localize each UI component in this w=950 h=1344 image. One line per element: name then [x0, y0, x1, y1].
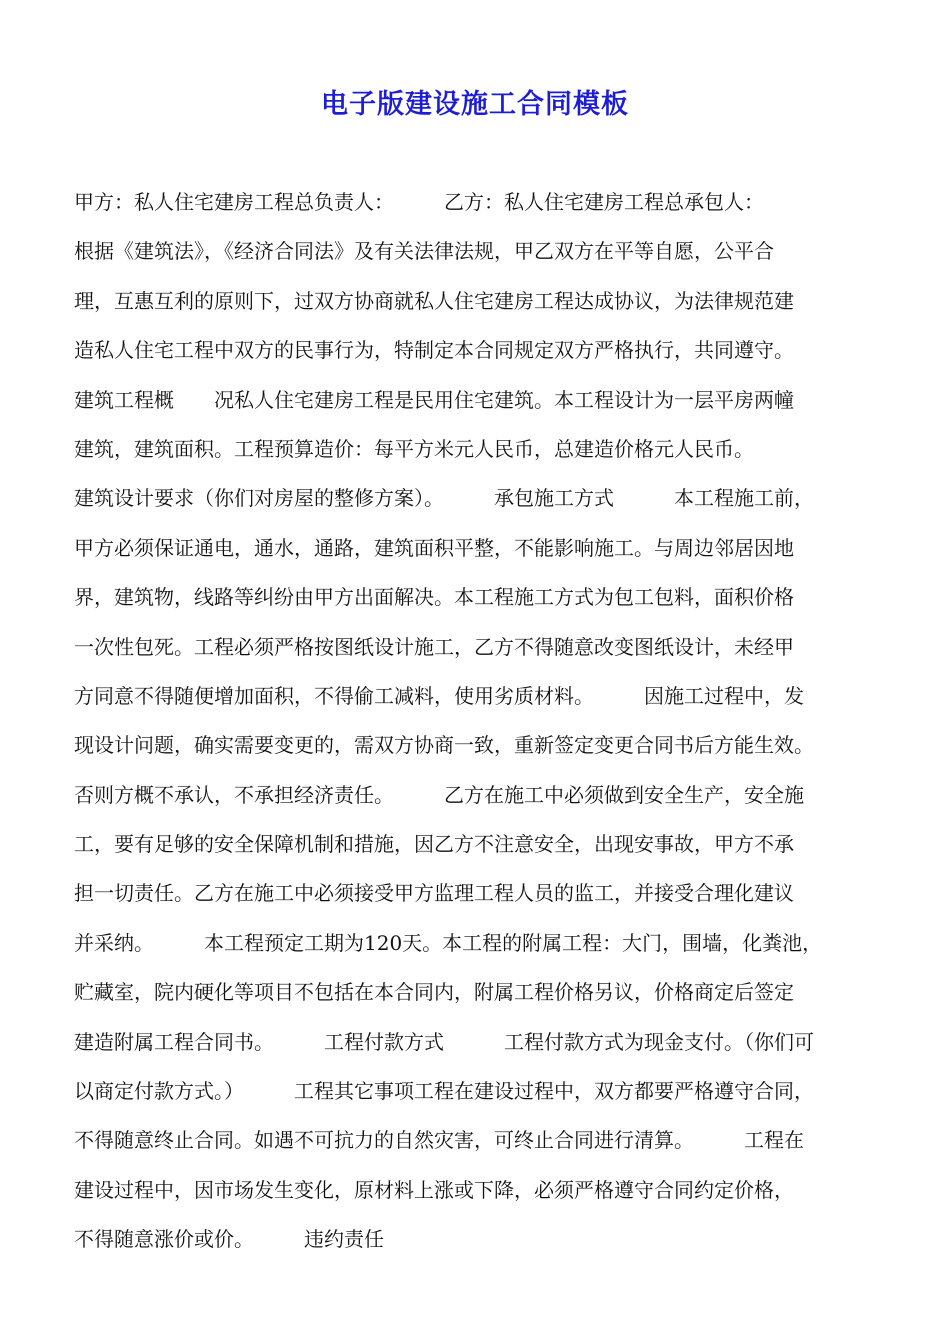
text-line-content: 工，要有足够的安全保障机制和措施，因乙方不注意安全，出现安事故，甲方不承 [74, 832, 794, 857]
text-line-content: 甲方必须保证通电，通水，通路，建筑面积平整，不能影响施工。与周边邻居因地 [74, 535, 794, 560]
contract-body [74, 180, 894, 1267]
text-line [74, 1118, 894, 1167]
text-line [74, 723, 894, 772]
text-line [74, 575, 894, 624]
text-line-content: 建筑设计要求（你们对房屋的整修方案）。 承包施工方式 本工程施工前， [74, 486, 814, 511]
text-line [74, 180, 894, 229]
text-line-content: 否则方概不承认，不承担经济责任。 乙方在施工中必须做到安全生产，安全施 [74, 782, 804, 807]
text-line-content: 方同意不得随便增加面积，不得偷工减料，使用劣质材料。 因施工过程中，发 [74, 683, 804, 708]
text-line-content: 不得随意涨价或价。 违约责任 [74, 1227, 384, 1252]
document-title: 电子版建设施工合同模板 [321, 89, 629, 120]
text-line-content: 甲方：私人住宅建房工程总负责人： 乙方：私人住宅建房工程总承包人： [74, 190, 764, 214]
text-line-content: 理，互惠互利的原则下，过双方协商就私人住宅建房工程达成协议，为法律规范建 [74, 288, 794, 313]
text-line-content: 现设计问题，确实需要变更的，需双方协商一致，重新签定变更合同书后方能生效。 [74, 733, 814, 758]
text-line [74, 674, 894, 723]
text-line [74, 279, 894, 328]
text-line-content: 造私人住宅工程中双方的民事行为，特制定本合同规定双方严格执行，共同遵守。 [74, 338, 794, 363]
text-line-content: 不得随意终止合同。如遇不可抗力的自然灾害，可终止合同进行清算。 工程在 [74, 1128, 804, 1153]
text-line [74, 970, 894, 1019]
text-line [74, 328, 894, 377]
text-line [74, 1020, 894, 1069]
text-line-content: 建筑工程概 况私人住宅建房工程是民用住宅建筑。本工程设计为一层平房两幢 [74, 387, 794, 412]
text-line [74, 476, 894, 525]
text-line-content: 建造附属工程合同书。 工程付款方式 工程付款方式为现金支付。（你们可 [74, 1029, 814, 1054]
text-line [74, 871, 894, 920]
text-line [74, 1069, 894, 1118]
text-line-content: 贮藏室，院内硬化等项目不包括在本合同内，附属工程价格另议，价格商定后签定 [74, 980, 794, 1005]
text-line-content: 以商定付款方式。） 工程其它事项工程在建设过程中，双方都要严格遵守合同， [74, 1079, 814, 1104]
text-line [74, 625, 894, 674]
text-line [74, 526, 894, 575]
text-line-content: 建筑，建筑面积。工程预算造价：每平方米元人民币，总建造价格元人民币。 [74, 436, 754, 461]
text-line [74, 229, 894, 278]
text-line [74, 822, 894, 871]
text-line-content: 根据《建筑法》，《经济合同法》及有关法律法规，甲乙双方在平等自愿，公平合 [74, 239, 774, 264]
text-line [74, 427, 894, 476]
text-line [74, 378, 894, 427]
text-line [74, 1217, 894, 1266]
text-line-content: 担一切责任。乙方在施工中必须接受甲方监理工程人员的监工，并接受合理化建议 [74, 881, 794, 906]
text-line [74, 773, 894, 822]
text-line-content: 建设过程中，因市场发生变化，原材料上涨或下降，必须严格遵守合同约定价格， [74, 1177, 794, 1202]
text-line-content: 一次性包死。工程必须严格按图纸设计施工，乙方不得随意改变图纸设计，未经甲 [74, 634, 794, 659]
text-line [74, 921, 894, 970]
text-line-content: 界，建筑物，线路等纠纷由甲方出面解决。本工程施工方式为包工包料，面积价格 [74, 585, 794, 610]
text-line-content: 并采纳。 本工程预定工期为120天。本工程的附属工程：大门，围墙，化粪池， [74, 930, 823, 955]
text-line [74, 1168, 894, 1217]
